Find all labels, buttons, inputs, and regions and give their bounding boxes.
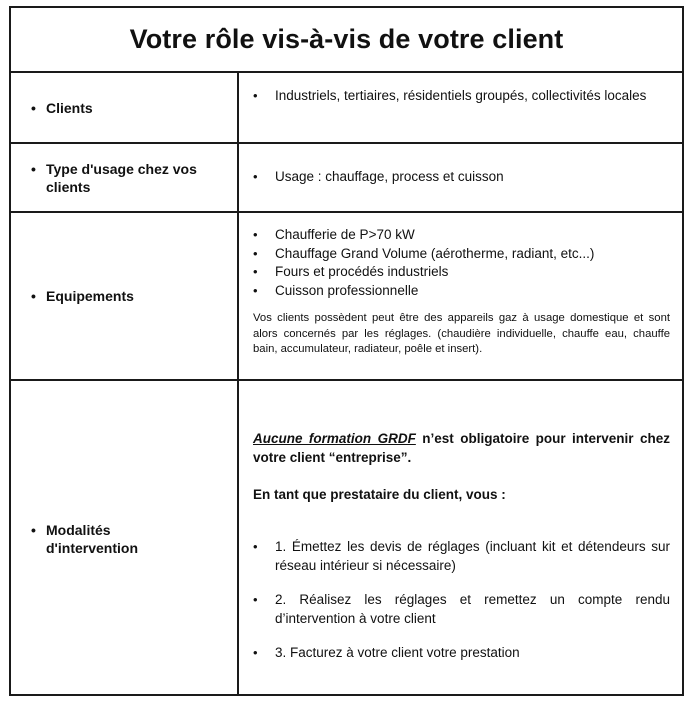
bullet-icon: •	[253, 227, 258, 242]
label-cell	[11, 73, 239, 142]
bullet-icon: •	[253, 282, 258, 298]
row-label: Clients	[46, 99, 93, 116]
list-item: • Chaufferie de P>70 kW	[253, 226, 670, 245]
bullet-icon: •	[253, 592, 258, 607]
lead-paragraph: En tant que prestataire du client, vous :	[253, 487, 506, 502]
content-cell	[239, 213, 682, 379]
bullet-icon: •	[253, 169, 258, 185]
row-label: Modalités d'intervention	[46, 521, 138, 556]
bullet-icon: •	[31, 99, 36, 116]
list-item: • Usage : chauffage, process et cuisson	[253, 168, 670, 187]
step-item: • 2. Réalisez les réglages et remettez un compte rendu d’intervention à votre client	[253, 592, 670, 626]
bullet-icon: •	[253, 245, 258, 261]
label-cell	[11, 213, 239, 379]
row-modalites	[11, 381, 682, 696]
row-label: Type d'usage chez vos clients	[46, 160, 197, 195]
label-cell	[11, 381, 239, 696]
bullet-icon: •	[31, 160, 36, 177]
row-usage	[11, 144, 682, 213]
step-item: • 1. Émettez les devis de réglages (incluant kit et détendeurs sur réseau intérieur si nécessaire)	[253, 539, 670, 573]
list-item: • Industriels, tertiaires, résidentiels groupés, collectivités locales	[253, 87, 670, 106]
list-item: • Chauffage Grand Volume (aérotherme, radiant, etc...)	[253, 245, 670, 264]
list-item: • Fours et procédés industriels	[253, 263, 670, 282]
page-title: Votre rôle vis-à-vis de votre client	[129, 24, 564, 54]
bullet-icon: •	[31, 288, 36, 304]
bullet-icon: •	[253, 264, 258, 279]
equipment-note: Vos clients possèdent peut être des appareils gaz à usage domestique et sont alors concernés par les réglages. (chaudière individuelle, chauffe eau, chauffe bain, accumulateur, radiateur, poêle et insert).	[253, 312, 670, 355]
bullet-icon: •	[253, 645, 258, 660]
title-row	[11, 8, 682, 73]
content-cell	[239, 381, 682, 696]
content-cell	[239, 73, 682, 142]
step-item: • 3. Facturez à votre client votre prestation	[253, 644, 670, 663]
bullet-icon: •	[253, 539, 258, 554]
training-emphasis: Aucune formation GRDF	[253, 431, 416, 446]
row-label: Equipements	[46, 288, 134, 304]
list-item: • Cuisson professionnelle	[253, 282, 670, 301]
bullet-icon: •	[253, 88, 258, 103]
row-equipements	[11, 213, 682, 381]
bullet-icon: •	[31, 521, 36, 538]
row-clients	[11, 73, 682, 144]
label-cell	[11, 144, 239, 211]
role-table	[9, 6, 684, 696]
content-cell	[239, 144, 682, 211]
intro-paragraph: Aucune formation GRDF n’est obligatoire pour intervenir chez votre client “entreprise”.	[253, 431, 670, 465]
